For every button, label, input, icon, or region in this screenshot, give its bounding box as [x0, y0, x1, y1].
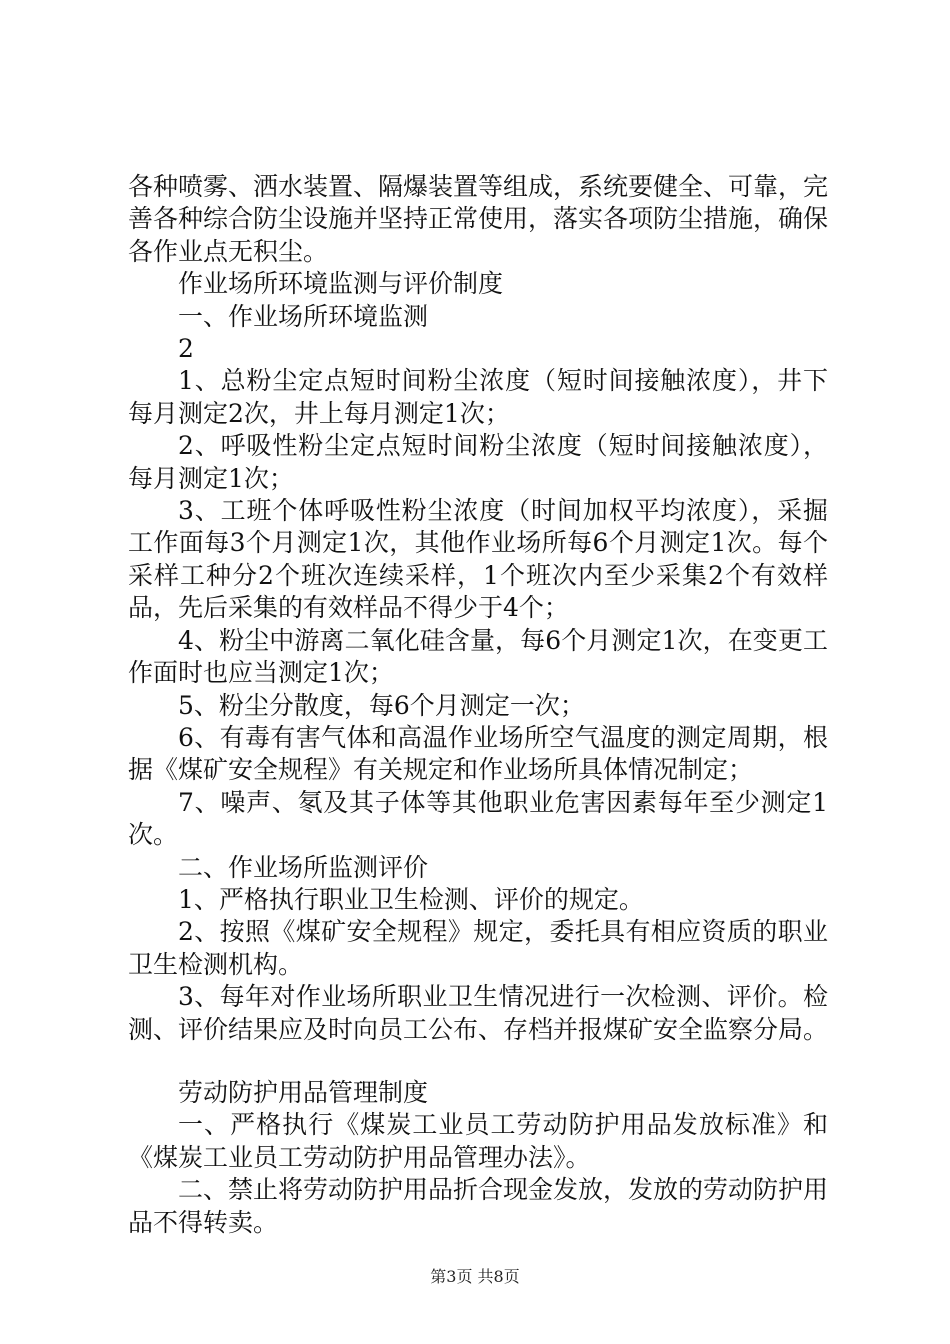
list-item: 3、工班个体呼吸性粉尘浓度（时间加权平均浓度），采掘工作面每3个月测定1次，其他作业场所每6个月测定1次。每个采样工种分2个班次连续采样，1个班次内至少采集2个有效样品，先后采集的有效样品不得少于4个；	[128, 496, 828, 623]
paragraph-spacer	[128, 1046, 828, 1077]
subsection-heading: 二、作业场所监测评价	[178, 852, 429, 882]
page-number-footer: 第3页 共8页	[430, 1267, 520, 1286]
list-item: 3、每年对作业场所职业卫生情况进行一次检测、评价。检测、评价结果应及时向员工公布、存档并报煤矿安全监察分局。	[128, 982, 829, 1044]
section-title: 劳动防护用品管理制度	[178, 1077, 429, 1107]
list-item: 二、禁止将劳动防护用品折合现金发放，发放的劳动防护用品不得转卖。	[128, 1175, 829, 1237]
paragraph: 各种喷雾、洒水装置、隔爆装置等组成，系统要健全、可靠，完善各种综合防尘设施并坚持正常使用，落实各项防尘措施，确保各作业点无积尘。	[128, 172, 829, 266]
document-body	[128, 171, 828, 1239]
list-item: 2、按照《煤矿安全规程》规定，委托具有相应资质的职业卫生检测机构。	[128, 917, 828, 979]
list-item: 一、严格执行《煤炭工业员工劳动防护用品发放标准》和《煤炭工业员工劳动防护用品管理办法》。	[128, 1110, 828, 1172]
list-item: 6、有毒有害气体和高温作业场所空气温度的测定周期，根据《煤矿安全规程》有关规定和作业场所具体情况制定；	[128, 722, 828, 785]
list-item: 2、呼吸性粉尘定点短时间粉尘浓度（短时间接触浓度），每月测定1次；	[128, 431, 828, 493]
list-item: 5、粉尘分散度，每6个月测定一次；	[178, 690, 585, 720]
list-item: 7、噪声、氡及其子体等其他职业危害因素每年至少测定1次。	[128, 787, 828, 850]
list-item: 4、粉尘中游离二氧化硅含量，每6个月测定1次，在变更工作面时也应当测定1次；	[128, 625, 828, 688]
subsection-heading: 一、作业场所环境监测	[178, 301, 429, 331]
list-item: 1、总粉尘定点短时间粉尘浓度（短时间接触浓度），井下每月测定2次，井上每月测定1次；	[128, 366, 828, 428]
section-title: 作业场所环境监测与评价制度	[178, 269, 504, 299]
paragraph: 2	[178, 334, 194, 364]
list-item: 1、严格执行职业卫生检测、评价的规定。	[178, 884, 644, 914]
